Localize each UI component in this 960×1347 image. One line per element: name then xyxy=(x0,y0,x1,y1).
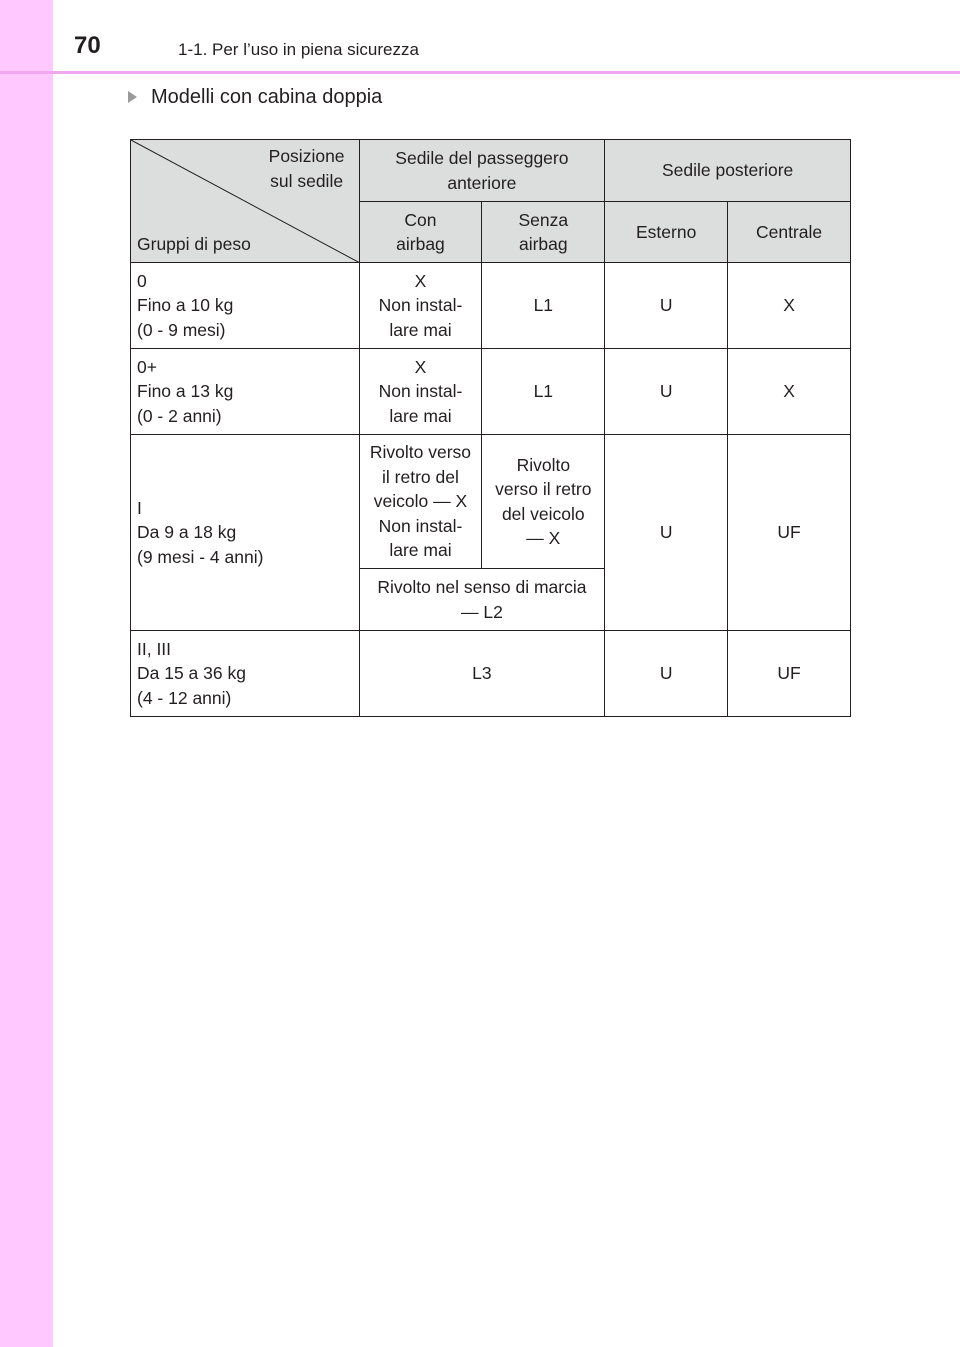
rear-seat-header: Sedile posteriore xyxy=(605,140,851,202)
outer-seat-cell: U xyxy=(605,631,728,717)
with-airbag-cell: X Non instal- lare mai xyxy=(359,349,482,435)
weight-group-cell: 0 Fino a 10 kg (0 - 9 mesi) xyxy=(131,263,360,349)
without-airbag-header: Senza airbag xyxy=(482,202,605,263)
center-seat-cell: X xyxy=(728,263,851,349)
section-heading xyxy=(128,85,382,109)
side-color-band xyxy=(0,0,53,1347)
with-airbag-cell: X Non instal- lare mai xyxy=(359,263,482,349)
outer-seat-cell: U xyxy=(605,263,728,349)
weight-group-label: Gruppi di peso xyxy=(137,233,251,254)
with-airbag-cell: Rivolto verso il retro del veicolo — X Non instal- lare mai xyxy=(359,435,482,569)
passenger-seat-header: Sedile del passeggero anteriore xyxy=(359,140,605,202)
seat-position-label: Posizione sul sedile xyxy=(268,146,345,191)
corner-header-cell xyxy=(131,140,360,263)
without-airbag-cell: L1 xyxy=(482,349,605,435)
weight-group-cell: I Da 9 a 18 kg (9 mesi - 4 anni) xyxy=(131,435,360,631)
page-number: 70 xyxy=(74,32,101,59)
table-row xyxy=(131,631,851,717)
section-title: Modelli con cabina doppia xyxy=(151,86,383,108)
with-airbag-header: Con airbag xyxy=(359,202,482,263)
chapter-title: 1-1. Per l’uso in piena sicurezza xyxy=(178,40,419,59)
outer-seat-cell: U xyxy=(605,435,728,631)
forward-facing-cell: Rivolto nel senso di marcia — L2 xyxy=(359,569,605,631)
table-row xyxy=(131,263,851,349)
table-row xyxy=(131,349,851,435)
header-rule xyxy=(0,71,960,74)
center-seat-cell: UF xyxy=(728,435,851,631)
weight-group-cell: 0+ Fino a 13 kg (0 - 2 anni) xyxy=(131,349,360,435)
center-seat-header: Centrale xyxy=(728,202,851,263)
weight-group-cell: II, III Da 15 a 36 kg (4 - 12 anni) xyxy=(131,631,360,717)
table-header-row xyxy=(131,140,851,202)
outer-seat-header: Esterno xyxy=(605,202,728,263)
outer-seat-cell: U xyxy=(605,349,728,435)
center-seat-cell: UF xyxy=(728,631,851,717)
center-seat-cell: X xyxy=(728,349,851,435)
without-airbag-cell: Rivolto verso il retro del veicolo — X xyxy=(482,435,605,569)
without-airbag-cell: L1 xyxy=(482,263,605,349)
triangle-bullet-icon xyxy=(128,91,137,103)
passenger-seat-cell: L3 xyxy=(359,631,605,717)
child-seat-table xyxy=(130,139,851,717)
table-row xyxy=(131,435,851,569)
